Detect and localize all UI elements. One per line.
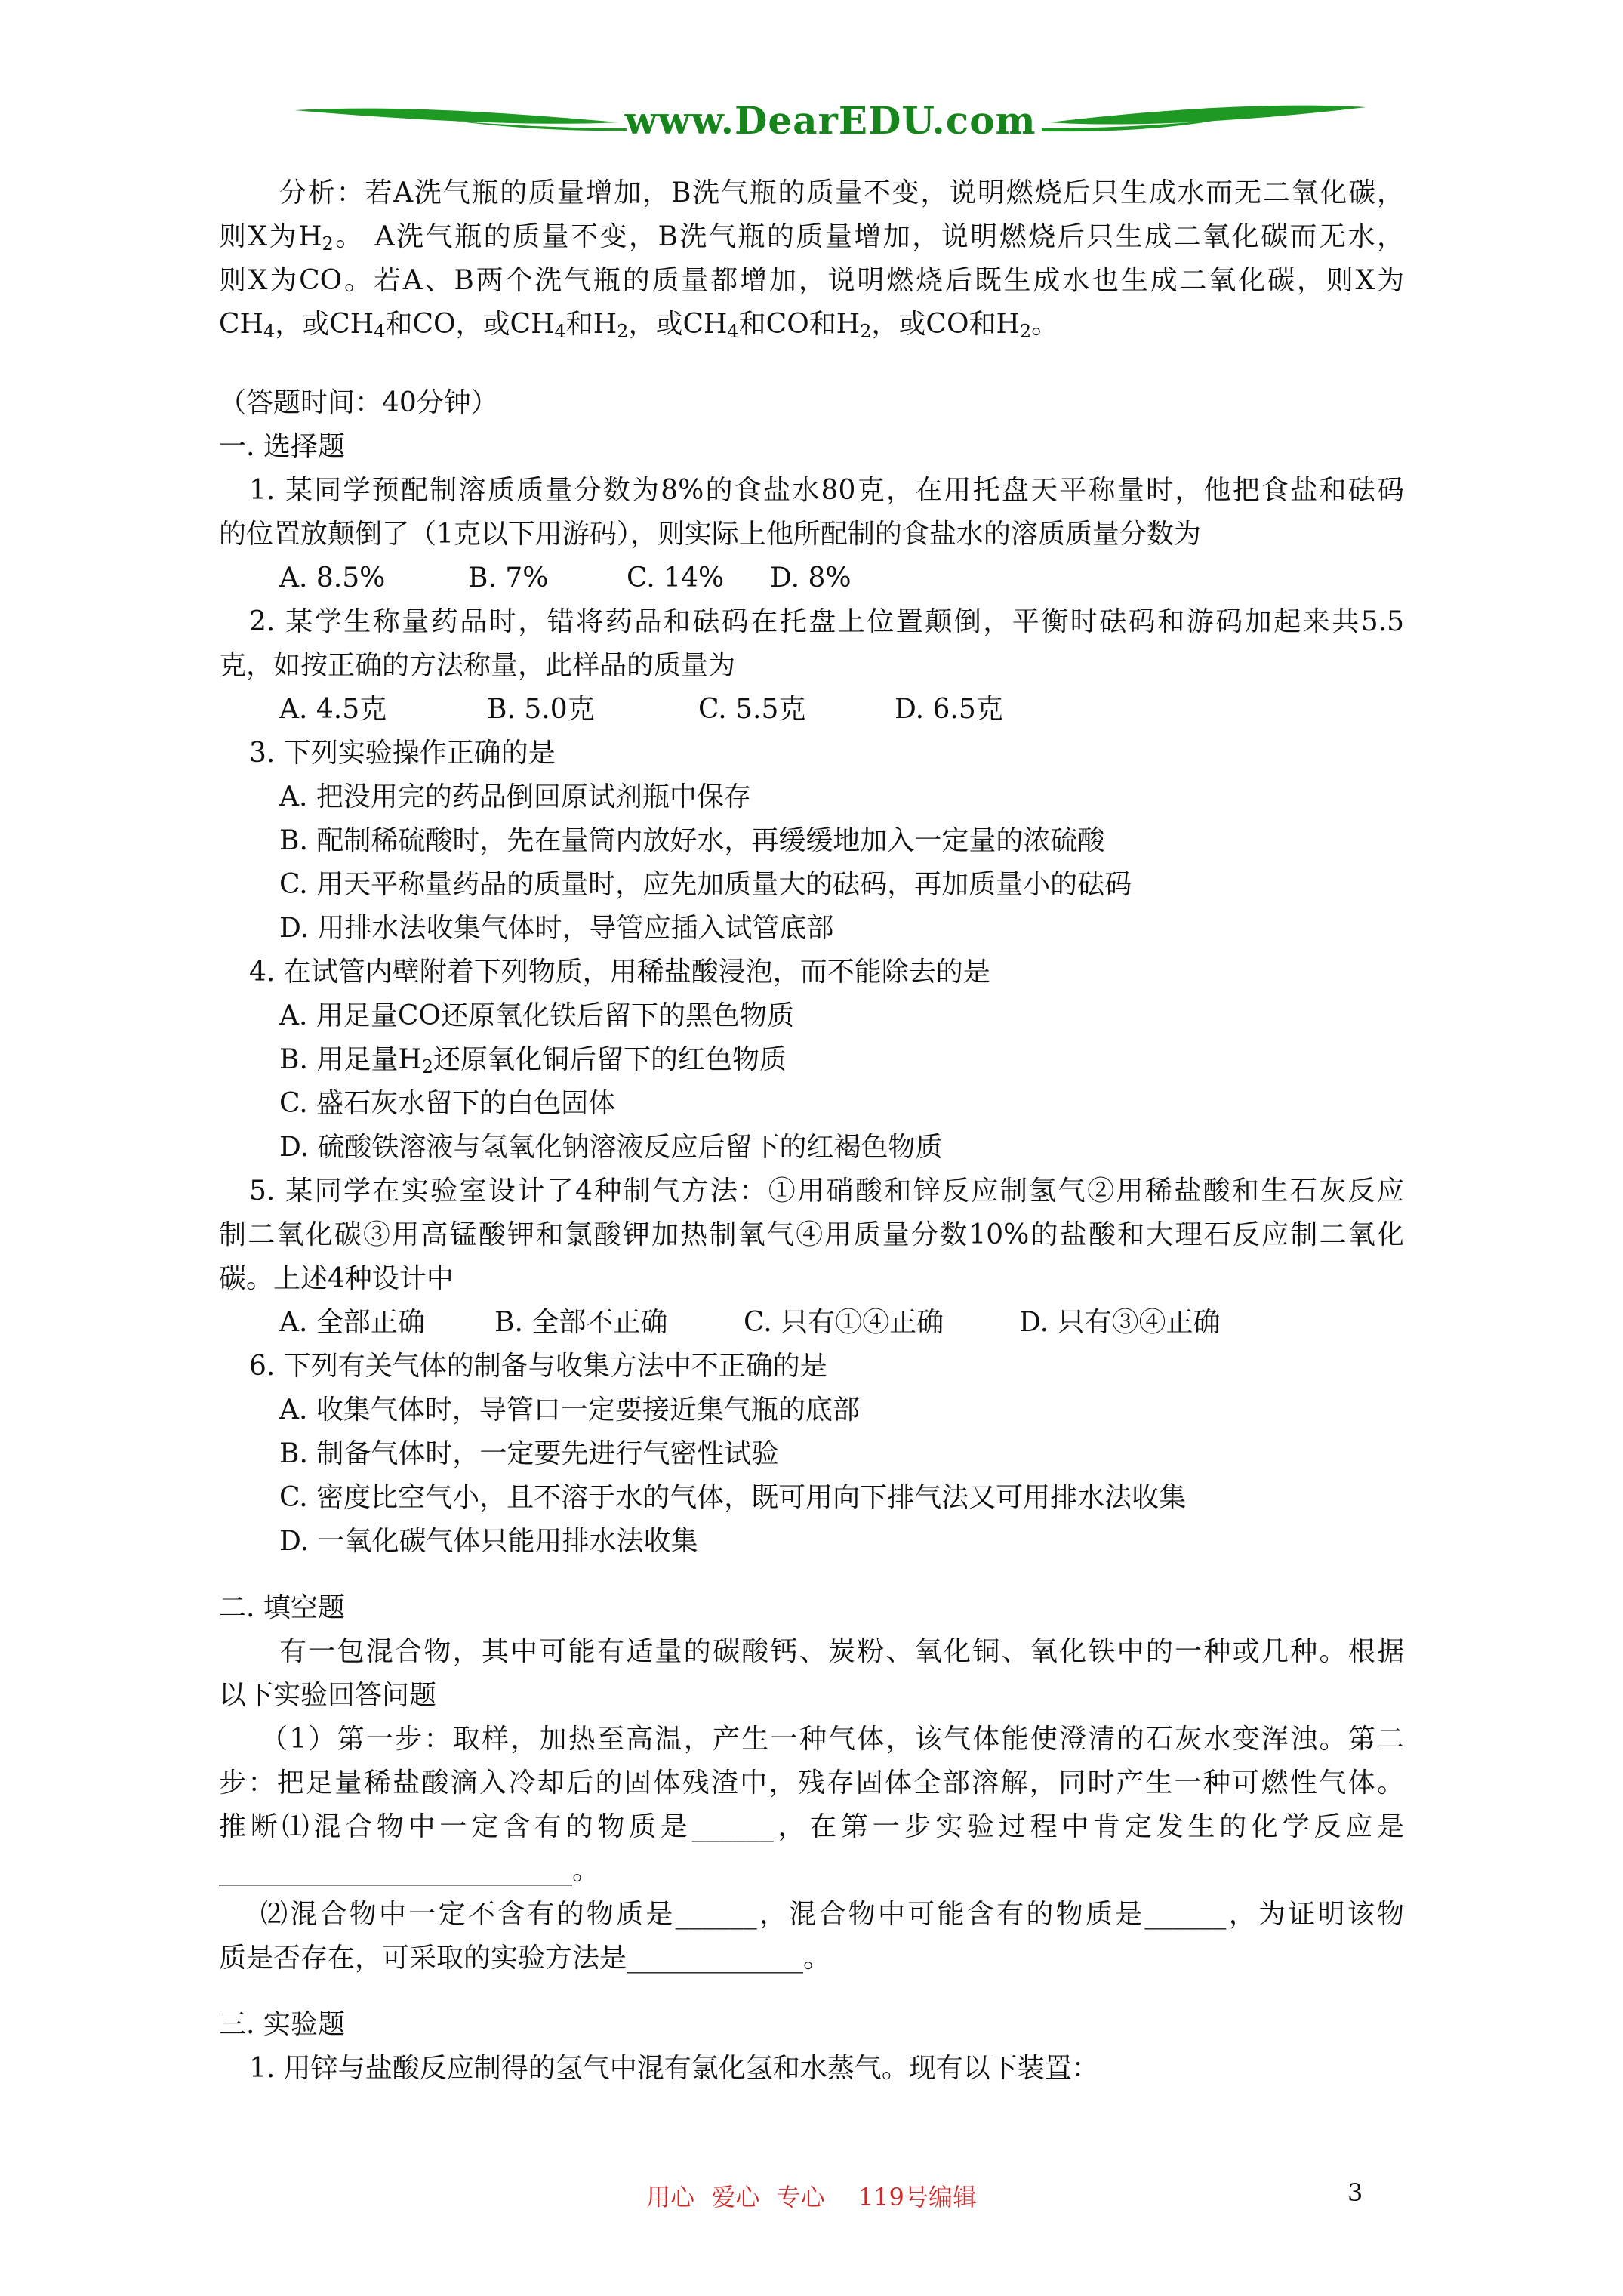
fill-line-2: 以下实验回答问题 [219, 1680, 437, 1711]
subscript: 2 [322, 233, 334, 254]
page-footer [0, 2178, 1623, 2213]
q1-option-b: B. 7% [468, 562, 549, 593]
fill-line-8: 质是否存在，可采取的实验方法是_____________。 [219, 1943, 831, 1974]
q4-stem: 4. 在试管内壁附着下列物质，用稀盐酸浸泡，而不能除去的是 [249, 957, 990, 988]
q5-option-b: B. 全部不正确 [494, 1307, 668, 1338]
subscript: 4 [554, 321, 566, 342]
site-logo[interactable]: www.DearEDU.com [624, 98, 1036, 143]
q4-option-b [279, 1042, 787, 1078]
footer-text: 119号编辑 [858, 2183, 977, 2211]
fill-line-1: 有一包混合物，其中可能有适量的碳酸钙、炭粉、氧化铜、氧化铁中的一种或几种。根据 [279, 1636, 1404, 1667]
q4-option-d: D. 硫酸铁溶液与氢氧化钠溶液反应后留下的红褐色物质 [279, 1132, 943, 1163]
q4-option-c: C. 盛石灰水留下的白色固体 [279, 1088, 616, 1119]
subscript: 4 [374, 321, 386, 342]
footer-text: 用心 [646, 2183, 695, 2211]
section-title-fill: 二. 填空题 [219, 1592, 345, 1623]
fill-line-7: ⑵混合物中一定不含有的物质是______，混合物中可能含有的物质是______，为证明该物 [260, 1899, 1404, 1930]
q2-line-1: 2. 某学生称量药品时，错将药品和砝码在托盘上位置颠倒，平衡时砝码和游码加起来共5.5 [249, 606, 1404, 637]
analysis-text: ，或CH [275, 309, 374, 340]
q3-stem: 3. 下列实验操作正确的是 [249, 738, 556, 769]
fill-line-5: 推断⑴混合物中一定含有的物质是______，在第一步实验过程中肯定发生的化学反应是 [219, 1811, 1404, 1842]
fill-line-6: __________________________。 [219, 1855, 599, 1886]
experiment-q1: 1. 用锌与盐酸反应制得的氢气中混有氯化氢和水蒸气。现有以下装置： [249, 2053, 1099, 2084]
q5-option-a: A. 全部正确 [279, 1307, 425, 1338]
q6-option-b: B. 制备气体时，一定要先进行气密性试验 [279, 1438, 779, 1469]
q5-option-c: C. 只有①④正确 [744, 1307, 944, 1338]
q1-line-2: 的位置放颠倒了（1克以下用游码），则实际上他所配制的食盐水的溶质质量分数为 [219, 519, 1201, 550]
fill-line-4: 步：把足量稀盐酸滴入冷却后的固体残渣中，残存固体全部溶解，同时产生一种可燃性气体。 [219, 1767, 1404, 1798]
analysis-line-3: 则X为CO。若A、B两个洗气瓶的质量都增加，说明燃烧后既生成水也生成二氧化碳，则X为 [219, 265, 1404, 296]
site-header [287, 89, 1374, 154]
q3-option-a: A. 把没用完的药品倒回原试剂瓶中保存 [279, 781, 751, 812]
q6-option-c: C. 密度比空气小，且不溶于水的气体，既可用向下排气法又可用排水法收集 [279, 1482, 1187, 1513]
q1-option-a: A. 8.5% [279, 562, 386, 593]
q4-option-a: A. 用足量CO还原氧化铁后留下的黑色物质 [279, 1000, 794, 1031]
q2-line-2: 克，如按正确的方法称量，此样品的质量为 [219, 650, 736, 681]
analysis-line-2 [219, 219, 1404, 255]
section-title-choice: 一. 选择题 [219, 431, 345, 462]
subscript: 4 [263, 321, 276, 342]
fill-line-3: （1）第一步：取样，加热至高温，产生一种气体，该气体能使澄清的石灰水变浑浊。第二 [260, 1724, 1404, 1755]
analysis-text: 。 A洗气瓶的质量不变，B洗气瓶的质量增加，说明燃烧后只生成二氧化碳而无水， [333, 221, 1404, 252]
subscript: 2 [421, 1056, 434, 1077]
q6-option-a: A. 收集气体时，导管口一定要接近集气瓶的底部 [279, 1395, 860, 1425]
option-text: B. 用足量H [279, 1044, 422, 1075]
analysis-text: 则X为H [219, 221, 322, 252]
analysis-text: 和H [565, 309, 617, 340]
time-note: （答题时间：40分钟） [219, 387, 498, 418]
subscript: 2 [617, 321, 629, 342]
q5-line-1: 5. 某同学在实验室设计了4种制气方法：①用硝酸和锌反应制氢气②用稀盐酸和生石灰反应 [249, 1176, 1404, 1207]
q1-option-d: D. 8% [770, 562, 852, 593]
q6-option-d: D. 一氧化碳气体只能用排水法收集 [279, 1526, 698, 1557]
q3-option-d: D. 用排水法收集气体时，导管应插入试管底部 [279, 913, 834, 944]
q2-option-c: C. 5.5克 [698, 694, 806, 725]
q1-line-1: 1. 某同学预配制溶质质量分数为8%的食盐水80克，在用托盘天平称量时，他把食盐和砝码 [249, 475, 1404, 506]
analysis-text: ，或CH [628, 309, 728, 340]
analysis-line-1: 分析：若A洗气瓶的质量增加，B洗气瓶的质量不变，说明燃烧后只生成水而无二氧化碳， [279, 177, 1404, 208]
footer-text: 爱心 [711, 2183, 760, 2211]
footer-text: 专心 [776, 2183, 825, 2211]
q3-option-b: B. 配制稀硫酸时，先在量筒内放好水，再缓缓地加入一定量的浓硫酸 [279, 825, 1105, 856]
page-number: 3 [1347, 2178, 1363, 2207]
analysis-text: 。 [1031, 309, 1059, 340]
q5-line-3: 碳。上述4种设计中 [219, 1263, 454, 1294]
subscript: 4 [727, 321, 739, 342]
option-text: 还原氧化铜后留下的红色物质 [433, 1044, 787, 1075]
q5-option-d: D. 只有③④正确 [1019, 1307, 1221, 1338]
q2-option-a: A. 4.5克 [279, 694, 387, 725]
analysis-text: 和CO，或CH [385, 309, 555, 340]
q6-stem: 6. 下列有关气体的制备与收集方法中不正确的是 [249, 1351, 827, 1382]
subscript: 2 [860, 321, 872, 342]
q2-option-b: B. 5.0克 [487, 694, 595, 725]
analysis-line-4 [219, 307, 1058, 343]
analysis-text: ，或CO和H [871, 309, 1020, 340]
subscript: 2 [1019, 321, 1032, 342]
section-title-experiment: 三. 实验题 [219, 2009, 345, 2040]
analysis-text: 和CO和H [738, 309, 861, 340]
q1-option-c: C. 14% [627, 562, 725, 593]
q5-line-2: 制二氧化碳③用高锰酸钾和氯酸钾加热制氧气④用质量分数10%的盐酸和大理石反应制二氧化 [219, 1219, 1404, 1250]
analysis-text: CH [219, 309, 263, 340]
q3-option-c: C. 用天平称量药品的质量时，应先加质量大的砝码，再加质量小的砝码 [279, 869, 1132, 900]
q2-option-d: D. 6.5克 [895, 694, 1003, 725]
